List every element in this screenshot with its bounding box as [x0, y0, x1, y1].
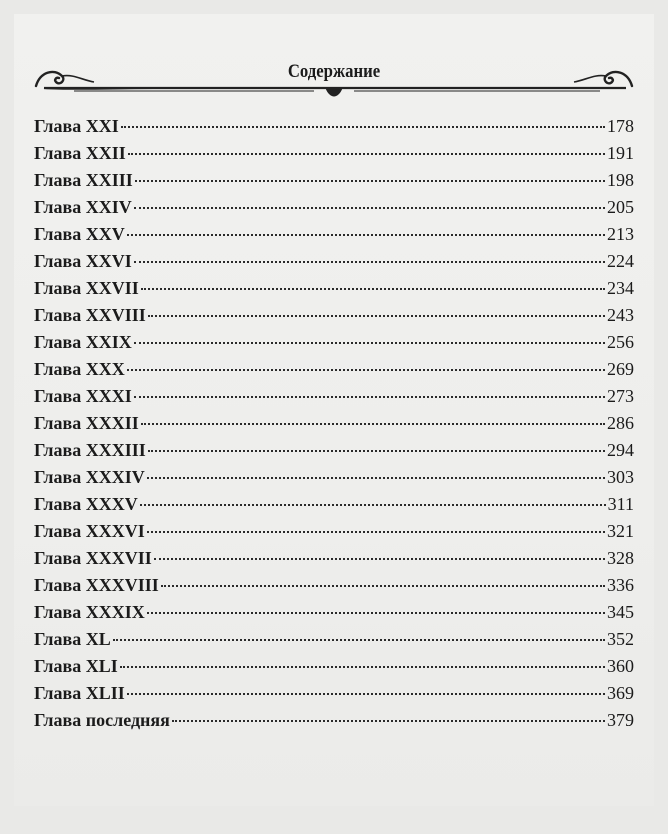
dot-leader — [134, 342, 605, 344]
contents-header — [14, 48, 654, 98]
toc-entry — [34, 305, 634, 332]
toc-entry — [34, 440, 634, 467]
chapter-title: Глава XXIX — [34, 332, 132, 352]
chapter-title: Глава XXIII — [34, 170, 133, 190]
chapter-title: Глава XXIV — [34, 197, 132, 217]
dot-leader — [120, 666, 605, 668]
toc-entry — [34, 170, 634, 197]
dot-leader — [134, 207, 605, 209]
dot-leader — [161, 585, 605, 587]
chapter-title: Глава XXI — [34, 116, 119, 136]
page-number: 369 — [607, 683, 634, 703]
page-number: 191 — [607, 143, 634, 163]
page-number: 178 — [607, 116, 634, 136]
dot-leader — [147, 612, 605, 614]
chapter-title: Глава XL — [34, 629, 111, 649]
page-number: 198 — [607, 170, 634, 190]
chapter-title: Глава XXXVI — [34, 521, 145, 541]
dot-leader — [121, 126, 605, 128]
dot-leader — [127, 693, 605, 695]
dot-leader — [134, 396, 605, 398]
chapter-title: Глава XXXIV — [34, 467, 145, 487]
page-number: 321 — [607, 521, 634, 541]
toc-entry — [34, 629, 634, 656]
book-page — [14, 14, 654, 806]
dot-leader — [148, 315, 605, 317]
chapter-title: Глава XXVII — [34, 278, 139, 298]
chapter-title: Глава последняя — [34, 710, 170, 730]
dot-leader — [147, 477, 605, 479]
page-number: 269 — [607, 359, 634, 379]
dot-leader — [135, 180, 605, 182]
toc-entry — [34, 413, 634, 440]
page-number: 224 — [607, 251, 634, 271]
chapter-title: Глава XXXI — [34, 386, 132, 406]
toc-entry — [34, 710, 634, 737]
dot-leader — [141, 423, 605, 425]
toc-entry — [34, 251, 634, 278]
chapter-title: Глава XXV — [34, 224, 125, 244]
page-number: 336 — [607, 575, 634, 595]
toc-entry — [34, 521, 634, 548]
chapter-title: Глава XXXVII — [34, 548, 152, 568]
toc-entry — [34, 683, 634, 710]
toc-entry — [34, 197, 634, 224]
dot-leader — [148, 450, 605, 452]
page-number: 256 — [607, 332, 634, 352]
toc-entry — [34, 278, 634, 305]
chapter-title: Глава XXXII — [34, 413, 139, 433]
page-number: 234 — [607, 278, 634, 298]
toc-entry — [34, 656, 634, 683]
chapter-title: Глава XXVI — [34, 251, 132, 271]
page-number: 294 — [607, 440, 634, 460]
chapter-title: Глава XXXIX — [34, 602, 145, 622]
toc-entry — [34, 332, 634, 359]
dot-leader — [128, 153, 605, 155]
dot-leader — [127, 234, 605, 236]
page-title: Содержание — [287, 61, 381, 82]
chapter-title: Глава XLI — [34, 656, 118, 676]
toc-entry — [34, 224, 634, 251]
toc-entry — [34, 602, 634, 629]
dot-leader — [140, 504, 606, 506]
toc-entry — [34, 494, 634, 521]
chapter-title: Глава XXII — [34, 143, 126, 163]
dot-leader — [147, 531, 605, 533]
page-number: 213 — [607, 224, 634, 244]
page-number: 205 — [607, 197, 634, 217]
toc-entry — [34, 386, 634, 413]
chapter-title: Глава XLII — [34, 683, 125, 703]
toc-entry — [34, 143, 634, 170]
dot-leader — [127, 369, 605, 371]
toc-entry — [34, 548, 634, 575]
dot-leader — [141, 288, 605, 290]
page-number: 352 — [607, 629, 634, 649]
toc-entry — [34, 116, 634, 143]
dot-leader — [172, 720, 605, 722]
dot-leader — [113, 639, 605, 641]
page-number: 379 — [607, 710, 634, 730]
page-number: 311 — [607, 494, 634, 514]
page-number: 243 — [607, 305, 634, 325]
chapter-title: Глава XXXVIII — [34, 575, 159, 595]
dot-leader — [134, 261, 605, 263]
chapter-title: Глава XXVIII — [34, 305, 146, 325]
page-number: 360 — [607, 656, 634, 676]
chapter-title: Глава XXXV — [34, 494, 138, 514]
toc-entry — [34, 467, 634, 494]
page-number: 303 — [607, 467, 634, 487]
page-number: 273 — [607, 386, 634, 406]
toc-entry — [34, 575, 634, 602]
table-of-contents — [34, 116, 634, 737]
page-number: 345 — [607, 602, 634, 622]
toc-entry — [34, 359, 634, 386]
page-number: 328 — [607, 548, 634, 568]
dot-leader — [154, 558, 605, 560]
chapter-title: Глава XXX — [34, 359, 125, 379]
page-number: 286 — [607, 413, 634, 433]
chapter-title: Глава XXXIII — [34, 440, 146, 460]
